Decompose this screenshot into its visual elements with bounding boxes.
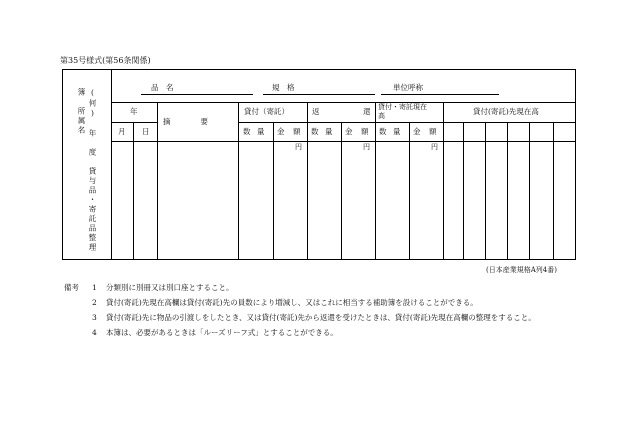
note-item xyxy=(64,280,536,295)
note-number: 1 xyxy=(92,283,97,292)
year-split-line xyxy=(111,122,157,123)
note-number: 3 xyxy=(92,313,97,322)
current-qty-money-divider xyxy=(409,122,410,260)
current-yen: 円 xyxy=(431,143,438,151)
return-yen: 円 xyxy=(363,143,370,151)
lent-col-5 xyxy=(553,122,554,260)
lend-return-divider xyxy=(307,102,308,260)
note-item xyxy=(64,310,536,325)
spec-label: 規 格 xyxy=(272,83,295,92)
summary-label: 摘 要 xyxy=(163,117,208,126)
lend-qty-2: 量 xyxy=(257,127,265,136)
unit-line xyxy=(381,94,499,95)
lend-qty-money-divider xyxy=(273,122,274,260)
current-lentcurrent-divider xyxy=(443,102,444,260)
year-label: 年 xyxy=(130,107,138,116)
header-top-line xyxy=(111,102,576,103)
lend-money-1: 金 xyxy=(277,127,285,136)
return-money-1: 金 xyxy=(345,127,353,136)
return-label-right: 還 xyxy=(363,107,371,116)
current-label-line2: 高 xyxy=(378,112,385,120)
day-label: 日 xyxy=(142,127,150,136)
paper-standard: (日本産業規格A列4番) xyxy=(486,266,557,274)
lend-label: 貸付（寄託） xyxy=(244,107,289,116)
current-label-line1: 貸付・寄託現在 xyxy=(378,103,427,111)
return-qty-2: 量 xyxy=(325,127,333,136)
lent-col-2 xyxy=(485,122,486,260)
notes xyxy=(64,280,536,340)
return-money-2: 額 xyxy=(361,127,369,136)
note-number: 2 xyxy=(92,298,97,307)
current-money-2: 額 xyxy=(429,127,437,136)
item-name-label: 品 名 xyxy=(151,83,174,92)
current-qty-2: 量 xyxy=(393,127,401,136)
spec-line xyxy=(263,94,375,95)
month-day-divider xyxy=(133,122,134,260)
lend-yen: 円 xyxy=(295,143,302,151)
note-item xyxy=(64,325,536,340)
subheader-line xyxy=(238,122,576,123)
note-number: 4 xyxy=(92,328,97,337)
note-text: 本簿は、必要があるときは「ルーズリーフ式」とすることができる。 xyxy=(106,328,338,337)
summary-lend-divider xyxy=(238,102,239,260)
side-title: (何) 年 度 貸与品・寄託品整理簿 所属名 xyxy=(77,88,97,253)
date-summary-divider xyxy=(157,102,158,260)
form-number: 第35号様式(第56条関係) xyxy=(60,56,151,65)
item-name-line xyxy=(141,94,253,95)
return-label-left: 返 xyxy=(312,107,320,116)
return-qty-1: 数 xyxy=(311,127,319,136)
current-money-1: 金 xyxy=(413,127,421,136)
unit-label: 単位呼称 xyxy=(393,83,423,92)
lend-money-2: 額 xyxy=(293,127,301,136)
lent-current-label: 貸付(寄託)先現在高 xyxy=(473,107,539,116)
return-qty-money-divider xyxy=(341,122,342,260)
current-qty-1: 数 xyxy=(379,127,387,136)
lent-col-1 xyxy=(463,122,464,260)
notes-heading: 備考 xyxy=(64,283,79,292)
note-text: 分類別に別冊又は別口座とすること。 xyxy=(106,283,234,292)
note-text: 貸付(寄託)先に物品の引渡しをしたとき、又は貸付(寄託)先から返還を受けたときは、貸付(寄託)先現在高欄の整理をすること。 xyxy=(106,313,536,322)
month-label: 月 xyxy=(118,127,126,136)
lent-col-4 xyxy=(529,122,530,260)
lend-qty-1: 数 xyxy=(243,127,251,136)
ledger-table xyxy=(62,69,576,260)
return-current-divider xyxy=(375,102,376,260)
side-divider xyxy=(111,70,112,260)
note-text: 貸付(寄託)先現在高欄は貸付(寄託)先の員数により増減し、又はこれに相当する補助簿を設けることができる。 xyxy=(106,298,478,307)
lent-col-3 xyxy=(507,122,508,260)
note-item xyxy=(64,295,536,310)
